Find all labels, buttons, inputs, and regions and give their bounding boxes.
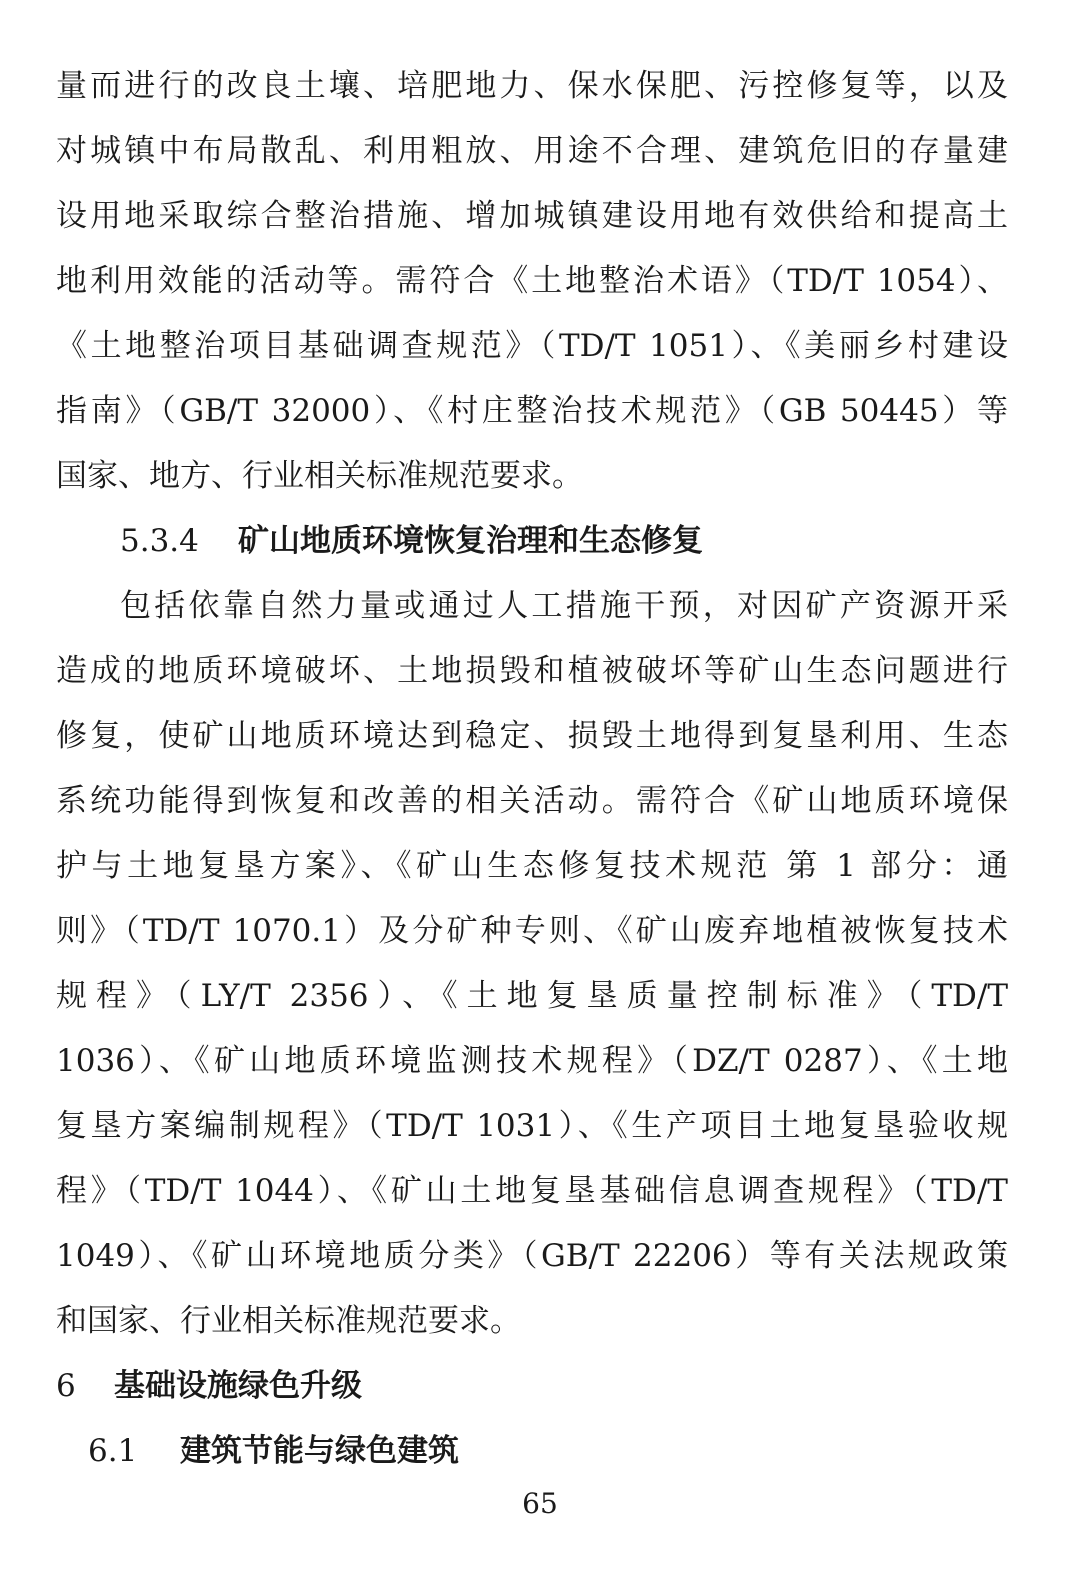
paragraph-line: 包括依靠自然力量或通过人工措施干预，对因矿产资源开采: [120, 588, 1008, 624]
paragraph-line: 系统功能得到恢复和改善的相关活动。需符合《矿山地质环境保: [56, 783, 1008, 819]
page-number: 65: [522, 1487, 558, 1520]
paragraph-line: 规程》（LY/T 2356）、《土地复垦质量控制标准》（TD/T: [56, 978, 1008, 1014]
paragraph-line: 对城镇中布局散乱、利用粗放、用途不合理、建筑危旧的存量建: [56, 133, 1008, 169]
section-heading-6-1: [88, 1419, 459, 1483]
paragraph-line: 复垦方案编制规程》（TD/T 1031）、《生产项目土地复垦验收规: [56, 1108, 1008, 1144]
section-heading-5-3-4: [120, 509, 703, 573]
section-title: 基础设施绿色升级: [114, 1368, 362, 1404]
paragraph-line: 设用地采取综合整治措施、增加城镇建设用地有效供给和提高土: [56, 198, 1008, 234]
paragraph-line: 造成的地质环境破坏、土地损毁和植被破坏等矿山生态问题进行: [56, 653, 1008, 689]
paragraph-line: 地利用效能的活动等。需符合《土地整治术语》（TD/T 1054）、: [56, 263, 1008, 299]
paragraph-line: 则》（TD/T 1070.1）及分矿种专则、《矿山废弃地植被恢复技术: [56, 913, 1008, 949]
paragraph-line: 《土地整治项目基础调查规范》（TD/T 1051）、《美丽乡村建设: [56, 328, 1008, 364]
paragraph-line: 和国家、行业相关标准规范要求。: [56, 1303, 521, 1339]
paragraph-line: 1036）、《矿山地质环境监测技术规程》（DZ/T 0287）、《土地: [56, 1043, 1008, 1079]
section-heading-6: [56, 1354, 362, 1418]
paragraph-line: 修复，使矿山地质环境达到稳定、损毁土地得到复垦利用、生态: [56, 718, 1008, 754]
section-number: 5.3.4: [120, 523, 199, 559]
paragraph-line: 指南》（GB/T 32000）、《村庄整治技术规范》（GB 50445）等: [56, 393, 1008, 429]
section-title: 建筑节能与绿色建筑: [180, 1433, 459, 1469]
section-title: 矿山地质环境恢复治理和生态修复: [238, 523, 703, 559]
section-number: 6.1: [88, 1433, 138, 1469]
paragraph-line: 国家、地方、行业相关标准规范要求。: [56, 458, 583, 494]
paragraph-line: 量而进行的改良土壤、培肥地力、保水保肥、污控修复等，以及: [56, 68, 1008, 104]
paragraph-line: 程》（TD/T 1044）、《矿山土地复垦基础信息调查规程》（TD/T: [56, 1173, 1008, 1209]
paragraph-line: 护与土地复垦方案》、《矿山生态修复技术规范 第 1 部分：通: [56, 848, 1008, 884]
section-number: 6: [56, 1368, 76, 1404]
paragraph-line: 1049）、《矿山环境地质分类》（GB/T 22206）等有关法规政策: [56, 1238, 1008, 1274]
